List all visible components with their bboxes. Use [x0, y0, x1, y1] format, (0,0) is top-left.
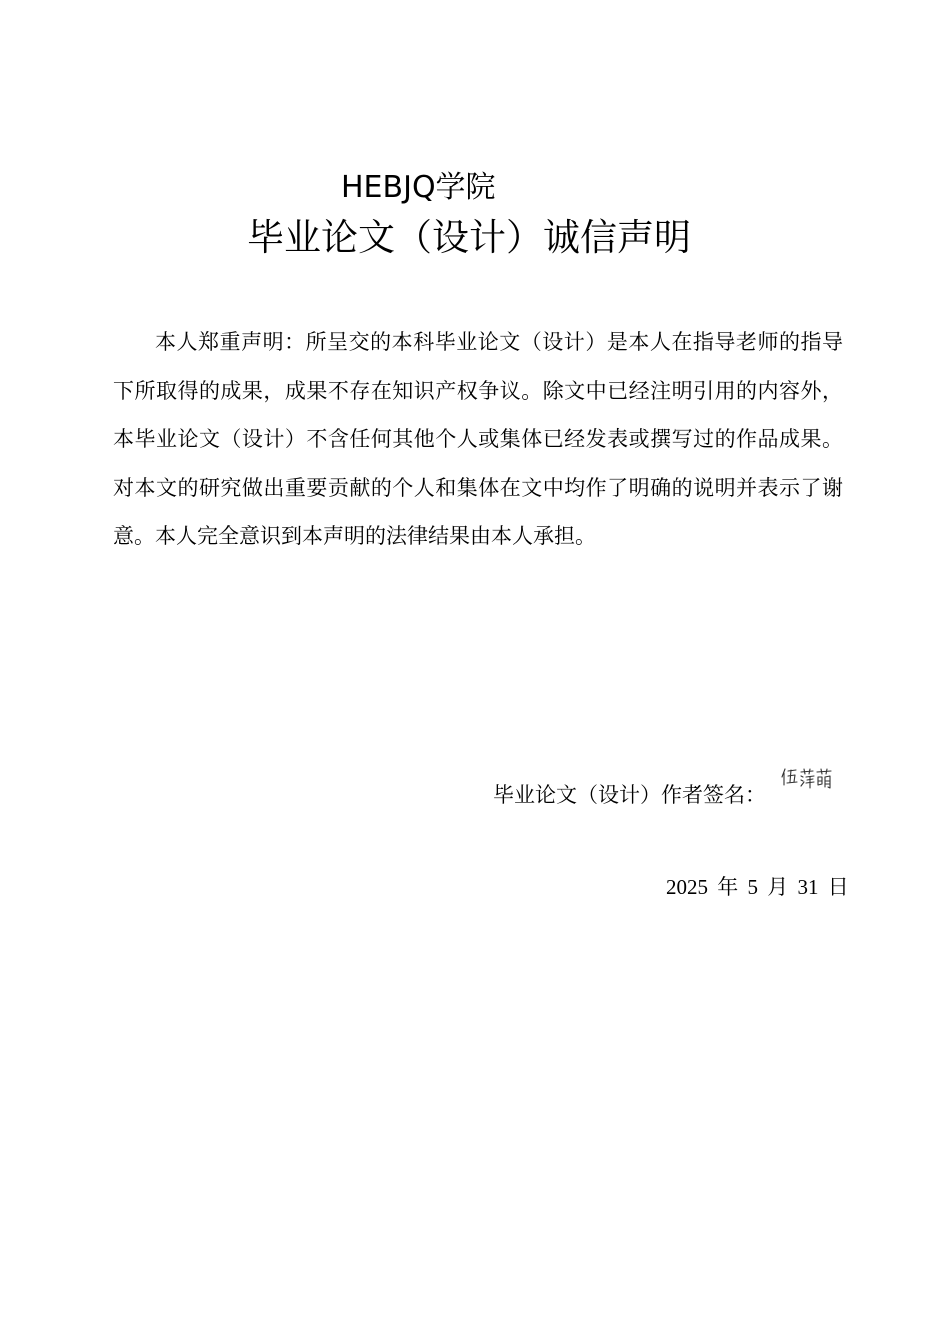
declaration-paragraph: 本人郑重声明：所呈交的本科毕业论文（设计）是本人在指导老师的指导下所取得的成果，成果不存在知识产权争议。除文中已经注明引用的内容外，本毕业论文（设计）不含任何其他个人或集体已经发表或撰写过的作品成果。对本文的研究做出重要贡献的个人和集体在文中均作了明确的说明并表示了谢意。本人完全意识到本声明的法律结果由本人承担。 [113, 330, 843, 548]
date-month: 5 [747, 875, 758, 899]
handwritten-signature [780, 766, 836, 792]
date-day: 31 [797, 875, 819, 899]
date-month-unit: 月 [767, 875, 789, 899]
institution-name: HEBJQ学院 [341, 170, 496, 205]
page-title: 毕业论文（设计）诚信声明 [247, 216, 691, 259]
signing-date [666, 872, 853, 902]
signature-line [493, 778, 766, 812]
signature-label: 毕业论文（设计）作者签名： [493, 783, 766, 807]
date-year-unit: 年 [717, 875, 739, 899]
date-day-unit: 日 [827, 875, 849, 899]
date-year: 2025 [666, 875, 708, 899]
